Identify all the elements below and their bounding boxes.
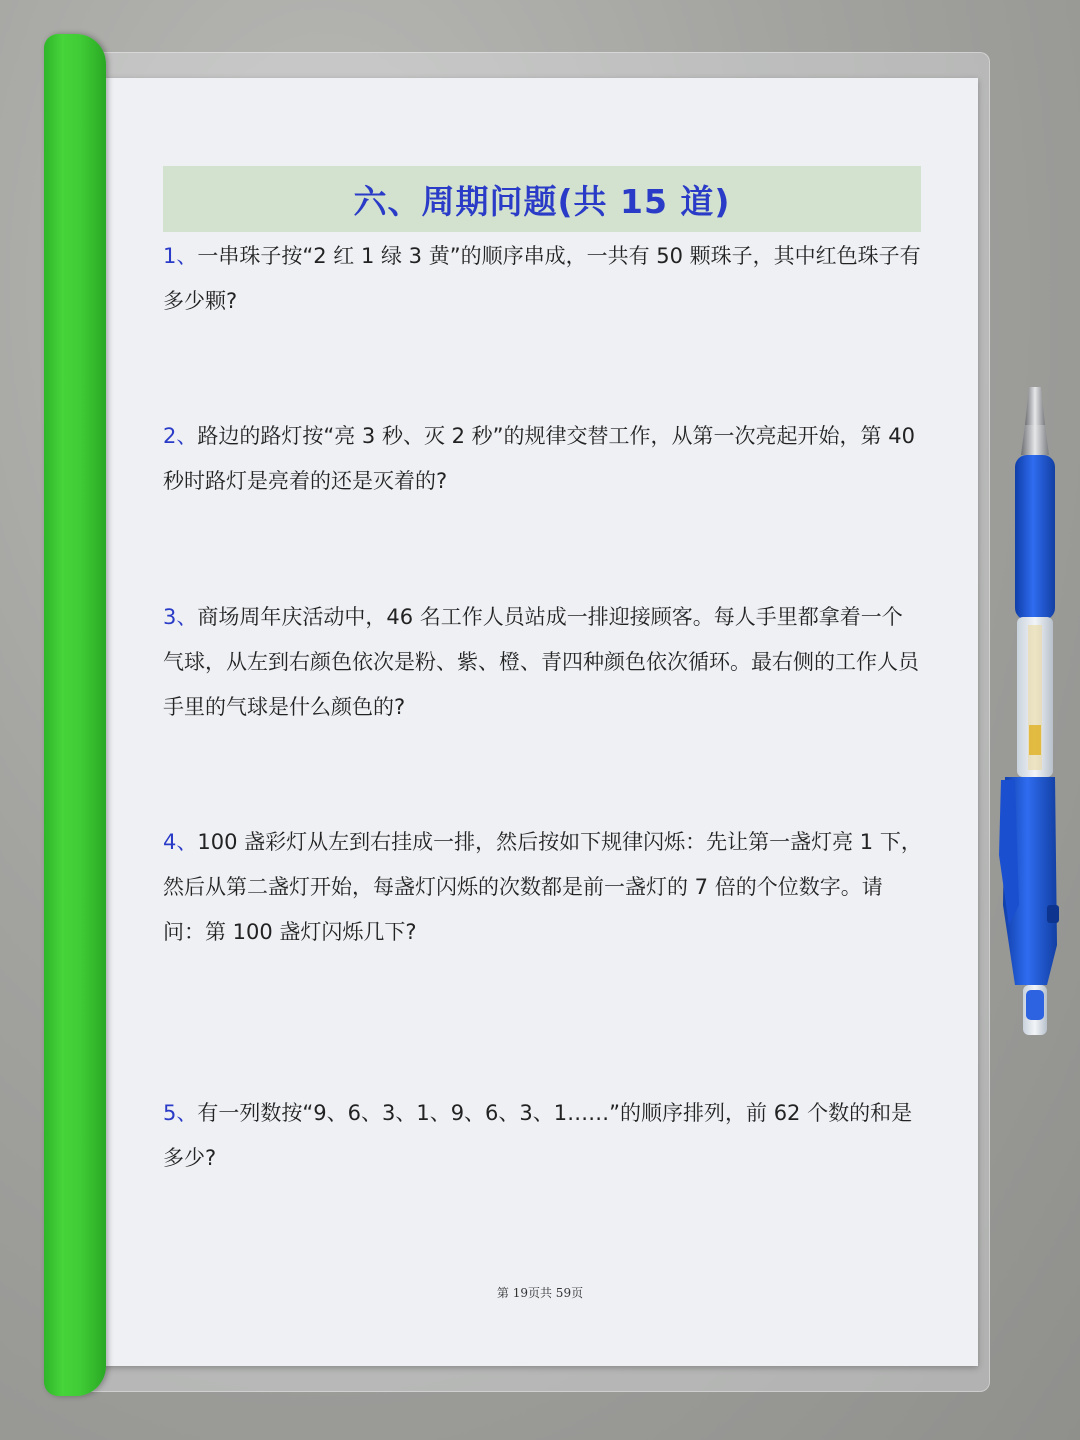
question-2 [163,414,923,504]
question-text: 一串珠子按“2 红 1 绿 3 黄”的顺序串成，一共有 50 颗珠子，其中红色珠子有多少颗? [163,244,921,313]
question-number: 2、 [163,424,198,448]
question-number: 1、 [163,244,198,268]
question-5 [163,1091,923,1181]
pen-icon [995,385,1075,1045]
question-3 [163,595,923,730]
section-title-band [163,166,921,232]
question-number: 5、 [163,1101,198,1125]
question-text: 100 盏彩灯从左到右挂成一排，然后按如下规律闪烁：先让第一盏灯亮 1 下，然后从第二盏灯开始，每盏灯闪烁的次数都是前一盏灯的 7 倍的个位数字。请问：第 100 盏灯闪烁几下? [163,830,922,944]
question-text: 路边的路灯按“亮 3 秒、灭 2 秒”的规律交替工作，从第一次亮起开始，第 40 秒时路灯是亮着的还是灭着的? [163,424,915,493]
question-number: 3、 [163,605,198,629]
question-text: 有一列数按“9、6、3、1、9、6、3、1……”的顺序排列，前 62 个数的和是多少? [163,1101,913,1170]
question-4 [163,820,923,955]
question-1 [163,234,923,324]
section-title: 六、周期问题(共 15 道) [353,181,731,221]
question-text: 商场周年庆活动中，46 名工作人员站成一排迎接顾客。每人手里都拿着一个气球，从左到右颜色依次是粉、紫、橙、青四种颜色依次循环。最右侧的工作人员手里的气球是什么颜色的? [163,605,919,719]
binder-spine [44,34,106,1396]
page-footer: 第 19页共 59页 [496,1286,584,1300]
question-number: 4、 [163,830,198,854]
